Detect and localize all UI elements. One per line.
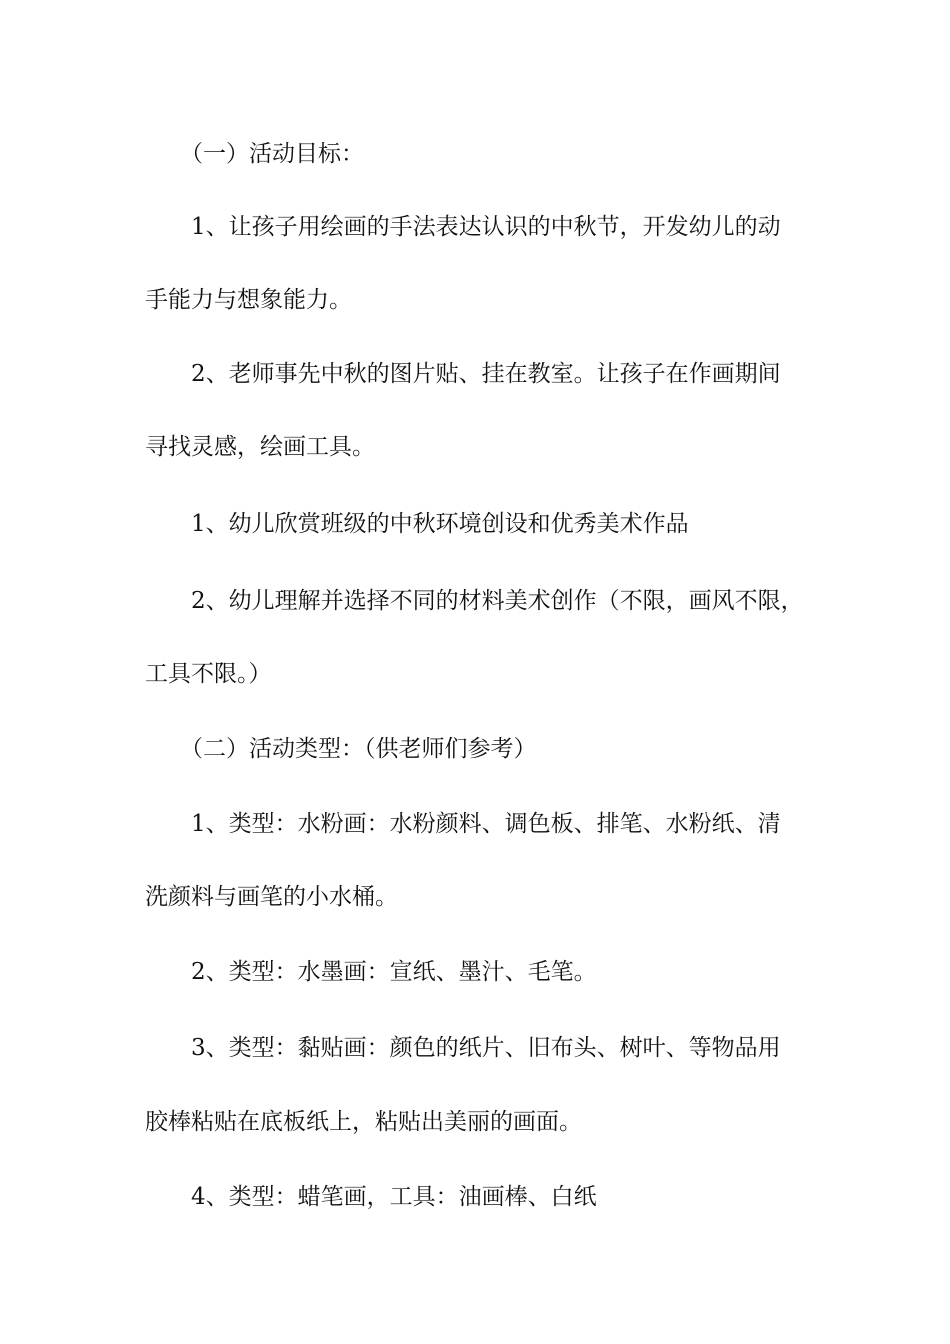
paragraph-line: 1、类型：水粉画：水粉颜料、调色板、排笔、水粉纸、清 [191, 811, 781, 837]
paragraph-line: 1、让孩子用绘画的手法表达认识的中秋节，开发幼儿的动 [191, 214, 781, 240]
paragraph-line: 洗颜料与画笔的小水桶。 [145, 884, 398, 910]
paragraph-line: 2、幼儿理解并选择不同的材料美术创作（不限，画风不限， [191, 588, 804, 614]
paragraph-line: 工具不限。） [145, 661, 272, 687]
paragraph-line: 寻找灵感，绘画工具。 [145, 434, 375, 460]
paragraph-line: 手能力与想象能力。 [145, 287, 352, 313]
paragraph-line: 2、类型：水墨画：宣纸、墨汁、毛笔。 [191, 959, 597, 985]
paragraph-line: 2、老师事先中秋的图片贴、挂在教室。让孩子在作画期间 [191, 361, 781, 387]
paragraph-line: 1、幼儿欣赏班级的中秋环境创设和优秀美术作品 [191, 511, 689, 537]
paragraph-line: 4、类型：蜡笔画，工具：油画棒、白纸 [191, 1184, 597, 1210]
section-heading-goals: （一）活动目标： [180, 141, 364, 167]
paragraph-line: 胶棒粘贴在底板纸上，粘贴出美丽的画面。 [145, 1109, 582, 1135]
section-heading-types: （二）活动类型：（供老师们参考） [180, 736, 537, 762]
paragraph-line: 3、类型：黏贴画：颜色的纸片、旧布头、树叶、等物品用 [191, 1035, 781, 1061]
